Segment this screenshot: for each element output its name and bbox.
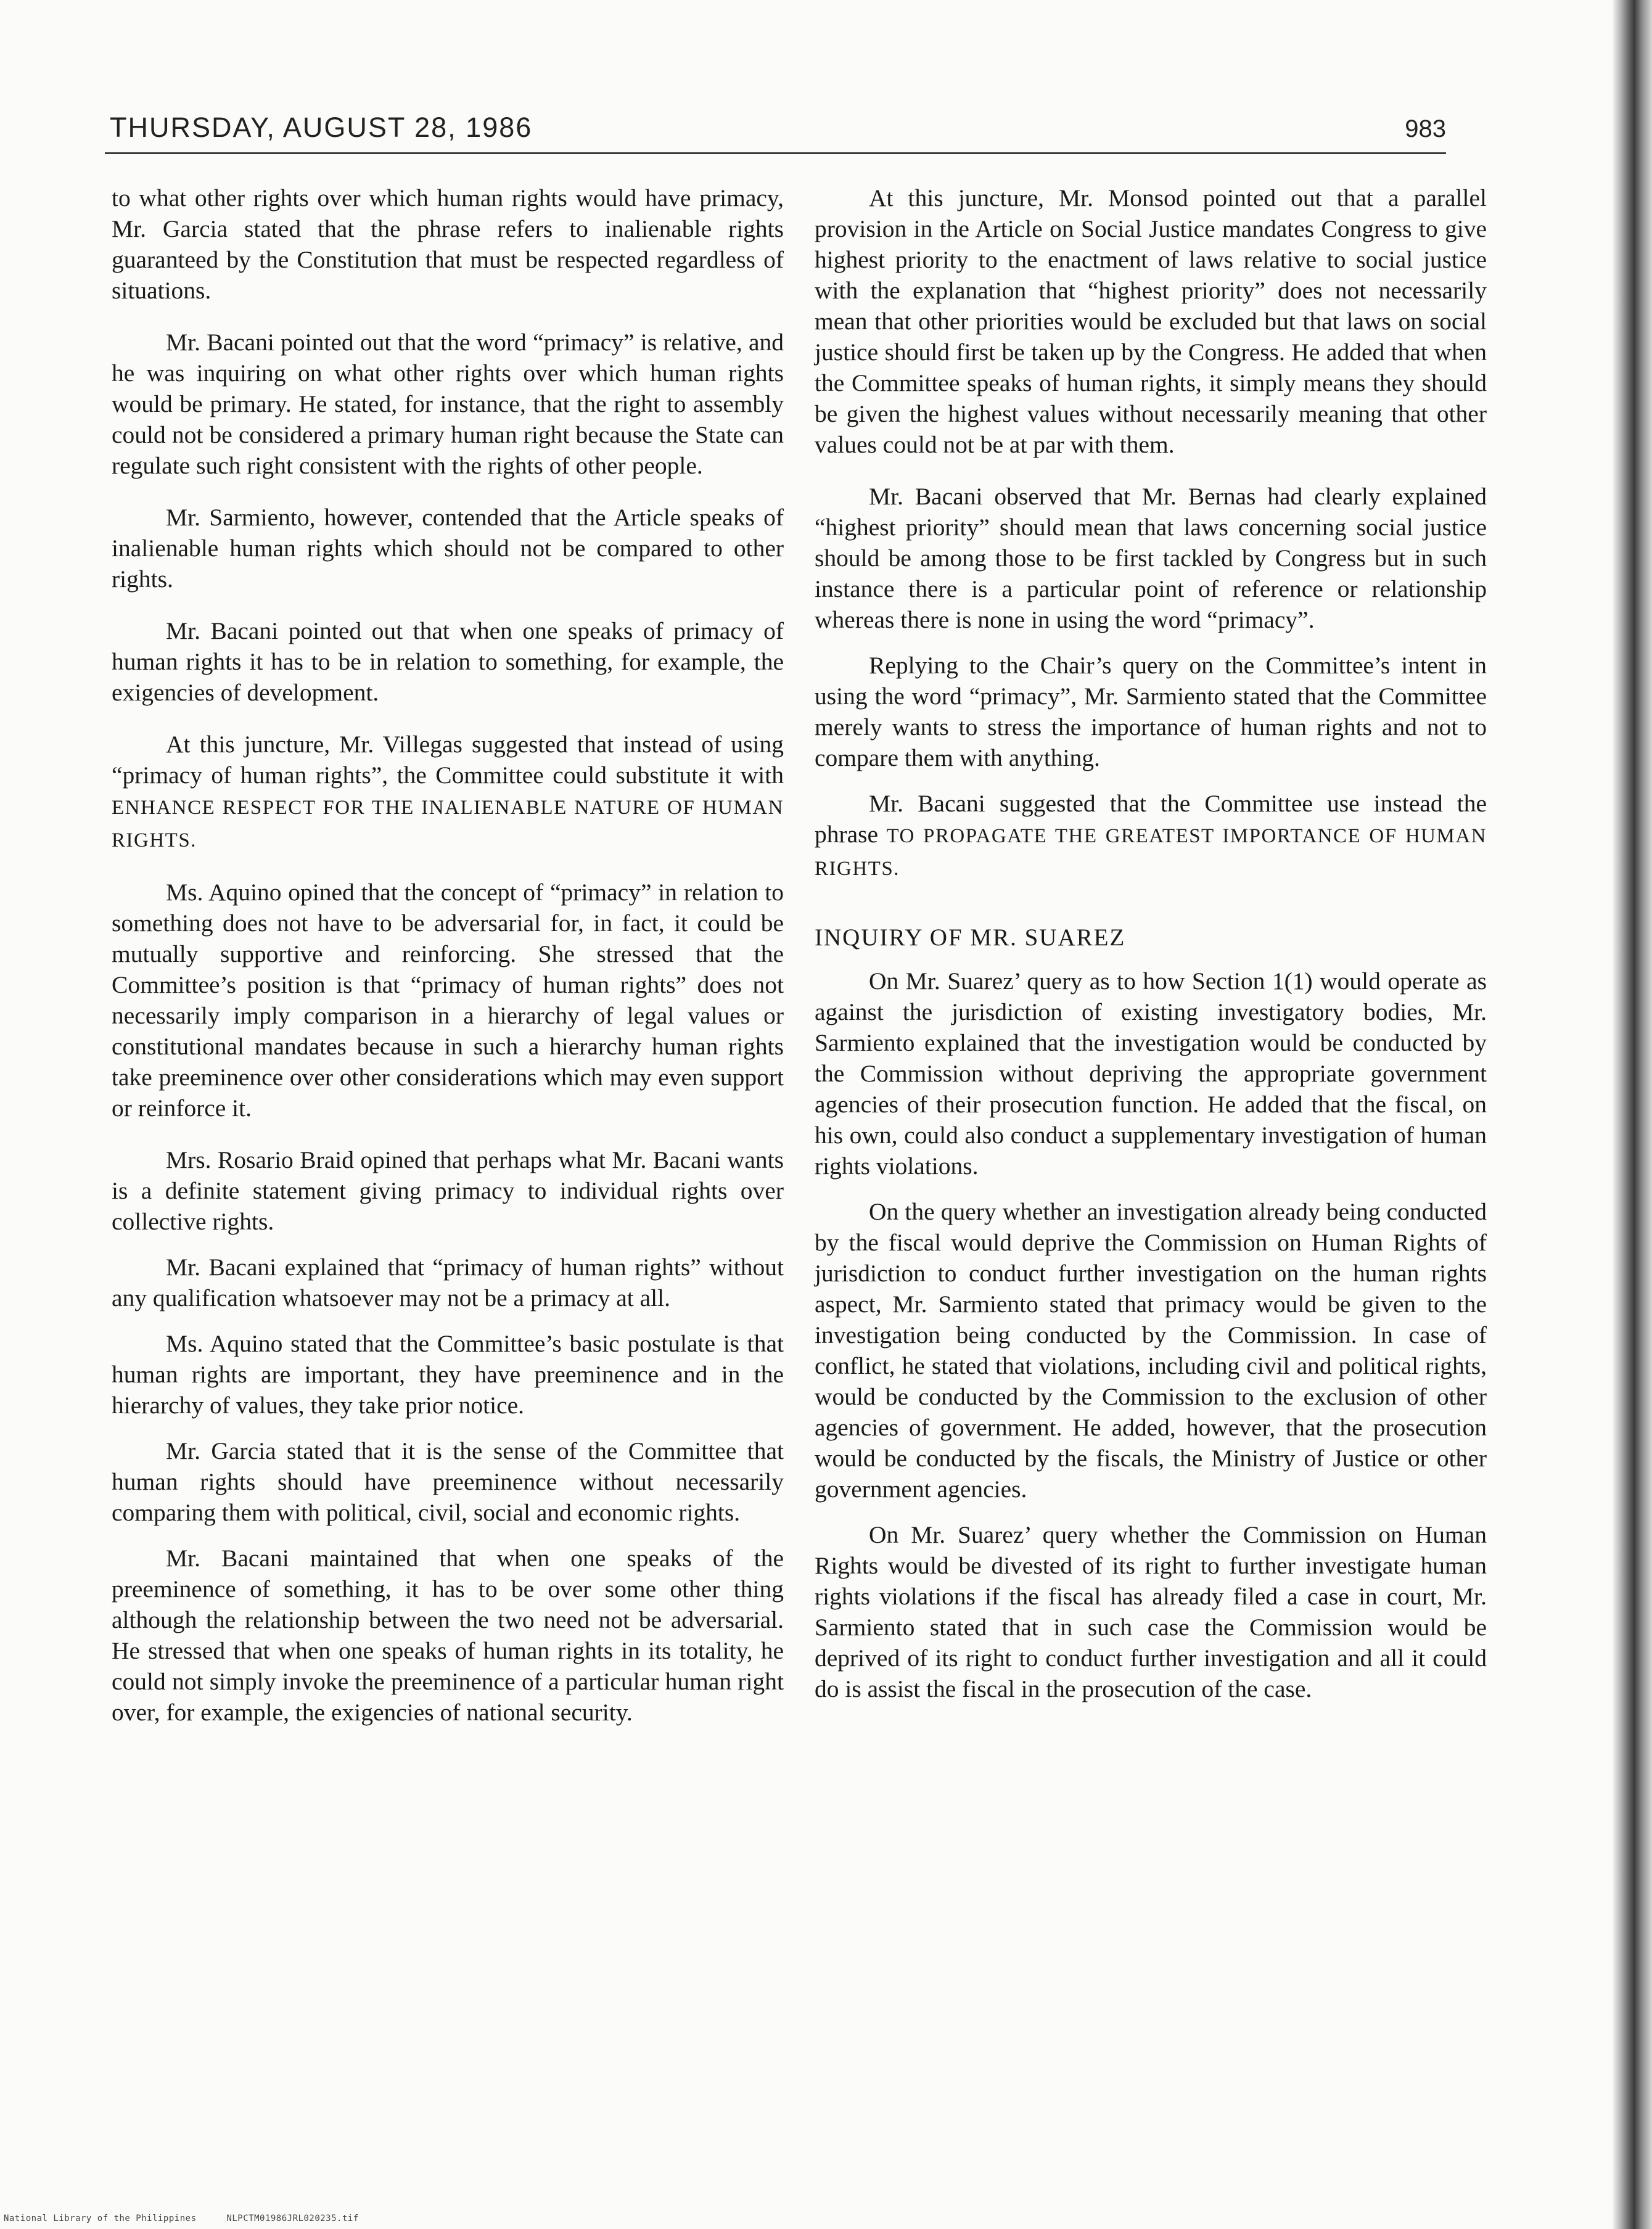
footer-library: National Library of the Philippines — [4, 2214, 197, 2223]
paragraph: Mr. Bacani observed that Mr. Bernas had clearly explained “highest priority” should mean that laws concerning social justice should be among those to be first tackled by Congress but in such instance there is a particular point of reference or relationship whereas there is none in using the word “primacy”. — [815, 483, 1487, 633]
paragraph: Replying to the Chair’s query on the Committee’s intent in using the word “primacy”, Mr. Sarmiento stated that the Committee merely wants to stress the importance of human rights and not to compare them with anything. — [815, 652, 1487, 771]
section-heading: INQUIRY OF MR. SUAREZ — [815, 924, 1126, 951]
page-number: 983 — [1405, 115, 1446, 142]
paragraph: Mrs. Rosario Braid opined that perhaps what Mr. Bacani wants is a definite statement giving primacy to individual rights over collective rights. — [112, 1146, 784, 1235]
paragraph: On Mr. Suarez’ query whether the Commission on Human Rights would be divested of its right to further investigate human rights violations if the fiscal has already filed a case in court, Mr. Sarmiento stated that in such case the Commission would be deprived of its right to conduct further investigation and all it could do is assist the fiscal in the prosecution of the case. — [815, 1521, 1487, 1702]
paragraph-text: Mr. Bacani suggested that the Committee use instead the phrase — [815, 790, 1487, 848]
paragraph: At this juncture, Mr. Monsod pointed out that a parallel provision in the Article on Social Justice mandates Congress to give highest priority to the enactment of laws relative to social justice with the explanation that “highest priority” does not necessarily mean that other priorities would be excluded but that laws on social justice should first be taken up by the Congress. He added that when the Committee speaks of human rights, it simply means they should be given the highest values without necessarily meaning that other values could not be at par with them. — [815, 184, 1487, 458]
paragraph: Mr. Garcia stated that it is the sense of the Committee that human rights should have preeminence without necessarily comparing them with political, civil, social and economic rights. — [112, 1437, 784, 1526]
header-date: THURSDAY, AUGUST 28, 1986 — [110, 112, 533, 143]
paragraph: On Mr. Suarez’ query as to how Section 1(1) would operate as against the jurisdiction of existing investigatory bodies, Mr. Sarmiento explained that the investigation would be conducted by the Commission without depriving the appropriate government agencies of their prosecution function. He added that the fiscal, on his own, could also conduct a supplementary investigation of human rights violations. — [815, 967, 1487, 1180]
right-column — [815, 183, 1487, 1725]
paragraph: to what other rights over which human rights would have primacy, Mr. Garcia stated that the phrase refers to inalienable rights guaranteed by the Constitution that must be respected regardless of situations. — [112, 184, 784, 304]
footer-file-id: NLPCTM01986JRL020235.tif — [226, 2214, 359, 2223]
paragraph: Mr. Bacani pointed out that when one speaks of primacy of human rights it has to be in relation to something, for example, the exigencies of development. — [112, 617, 784, 706]
paragraph-villegas — [112, 729, 784, 856]
page-header — [105, 108, 1446, 157]
proposed-phrase: ENHANCE RESPECT FOR THE INALIENABLE NATURE OF HUMAN RIGHTS. — [112, 797, 784, 852]
paragraph-bacani-suggestion — [815, 788, 1487, 884]
left-column — [112, 183, 784, 1749]
paragraph: Mr. Bacani explained that “primacy of human rights” without any qualification whatsoever may not be a primacy at all. — [112, 1254, 784, 1312]
proposed-phrase: TO PROPAGATE THE GREATEST IMPORTANCE OF HUMAN RIGHTS. — [815, 825, 1487, 880]
paragraph: On the query whether an investigation already being conducted by the fiscal would deprive the Commission on Human Rights of jurisdiction to conduct further investigation on the human rights aspect, Mr. Sarmiento stated that primacy would be given to the investigation being conducted by the Commission. In case of conflict, he stated that violations, including civil and political rights, would be conducted by the Commission to the exclusion of other agencies of government. He added, however, that the prosecution would be conducted by the fiscals, the Ministry of Justice or other government agencies. — [815, 1198, 1487, 1503]
header-rule — [105, 152, 1446, 154]
paragraph: Ms. Aquino stated that the Committee’s basic postulate is that human rights are important, they have preeminence and in the hierarchy of values, they take prior notice. — [112, 1330, 784, 1419]
paragraph: Mr. Bacani maintained that when one speaks of the preeminence of something, it has to be over some other thing although the relationship between the two need not be adversarial. He stressed that when one speaks of human rights in its totality, he could not simply invoke the preeminence of a particular human right over, for example, the exigencies of national security. — [112, 1545, 784, 1726]
scan-footer — [4, 2214, 384, 2223]
paragraph: Ms. Aquino opined that the concept of “primacy” in relation to something does not have to be adversarial for, in fact, it could be mutually supportive and reinforcing. She stressed that the Committee’s position is that “primacy of human rights” does not necessarily imply comparison in a hierarchy of legal values or constitutional mandates because in such a hierarchy human rights take preeminence over other considerations which may even support or reinforce it. — [112, 879, 784, 1122]
paragraph: Mr. Sarmiento, however, contended that the Article speaks of inalienable human rights which should not be compared to other rights. — [112, 504, 784, 593]
paragraph: Mr. Bacani pointed out that the word “primacy” is relative, and he was inquiring on what other rights over which human rights would be primary. He stated, for instance, that the right to assembly could not be considered a primary human right because the State can regulate such right consistent with the rights of other people. — [112, 329, 784, 479]
page-binding-edge — [1613, 0, 1652, 2229]
paragraph-text: At this juncture, Mr. Villegas suggested that instead of using “primacy of human rights”, the Committee could substitute it with — [112, 731, 784, 789]
